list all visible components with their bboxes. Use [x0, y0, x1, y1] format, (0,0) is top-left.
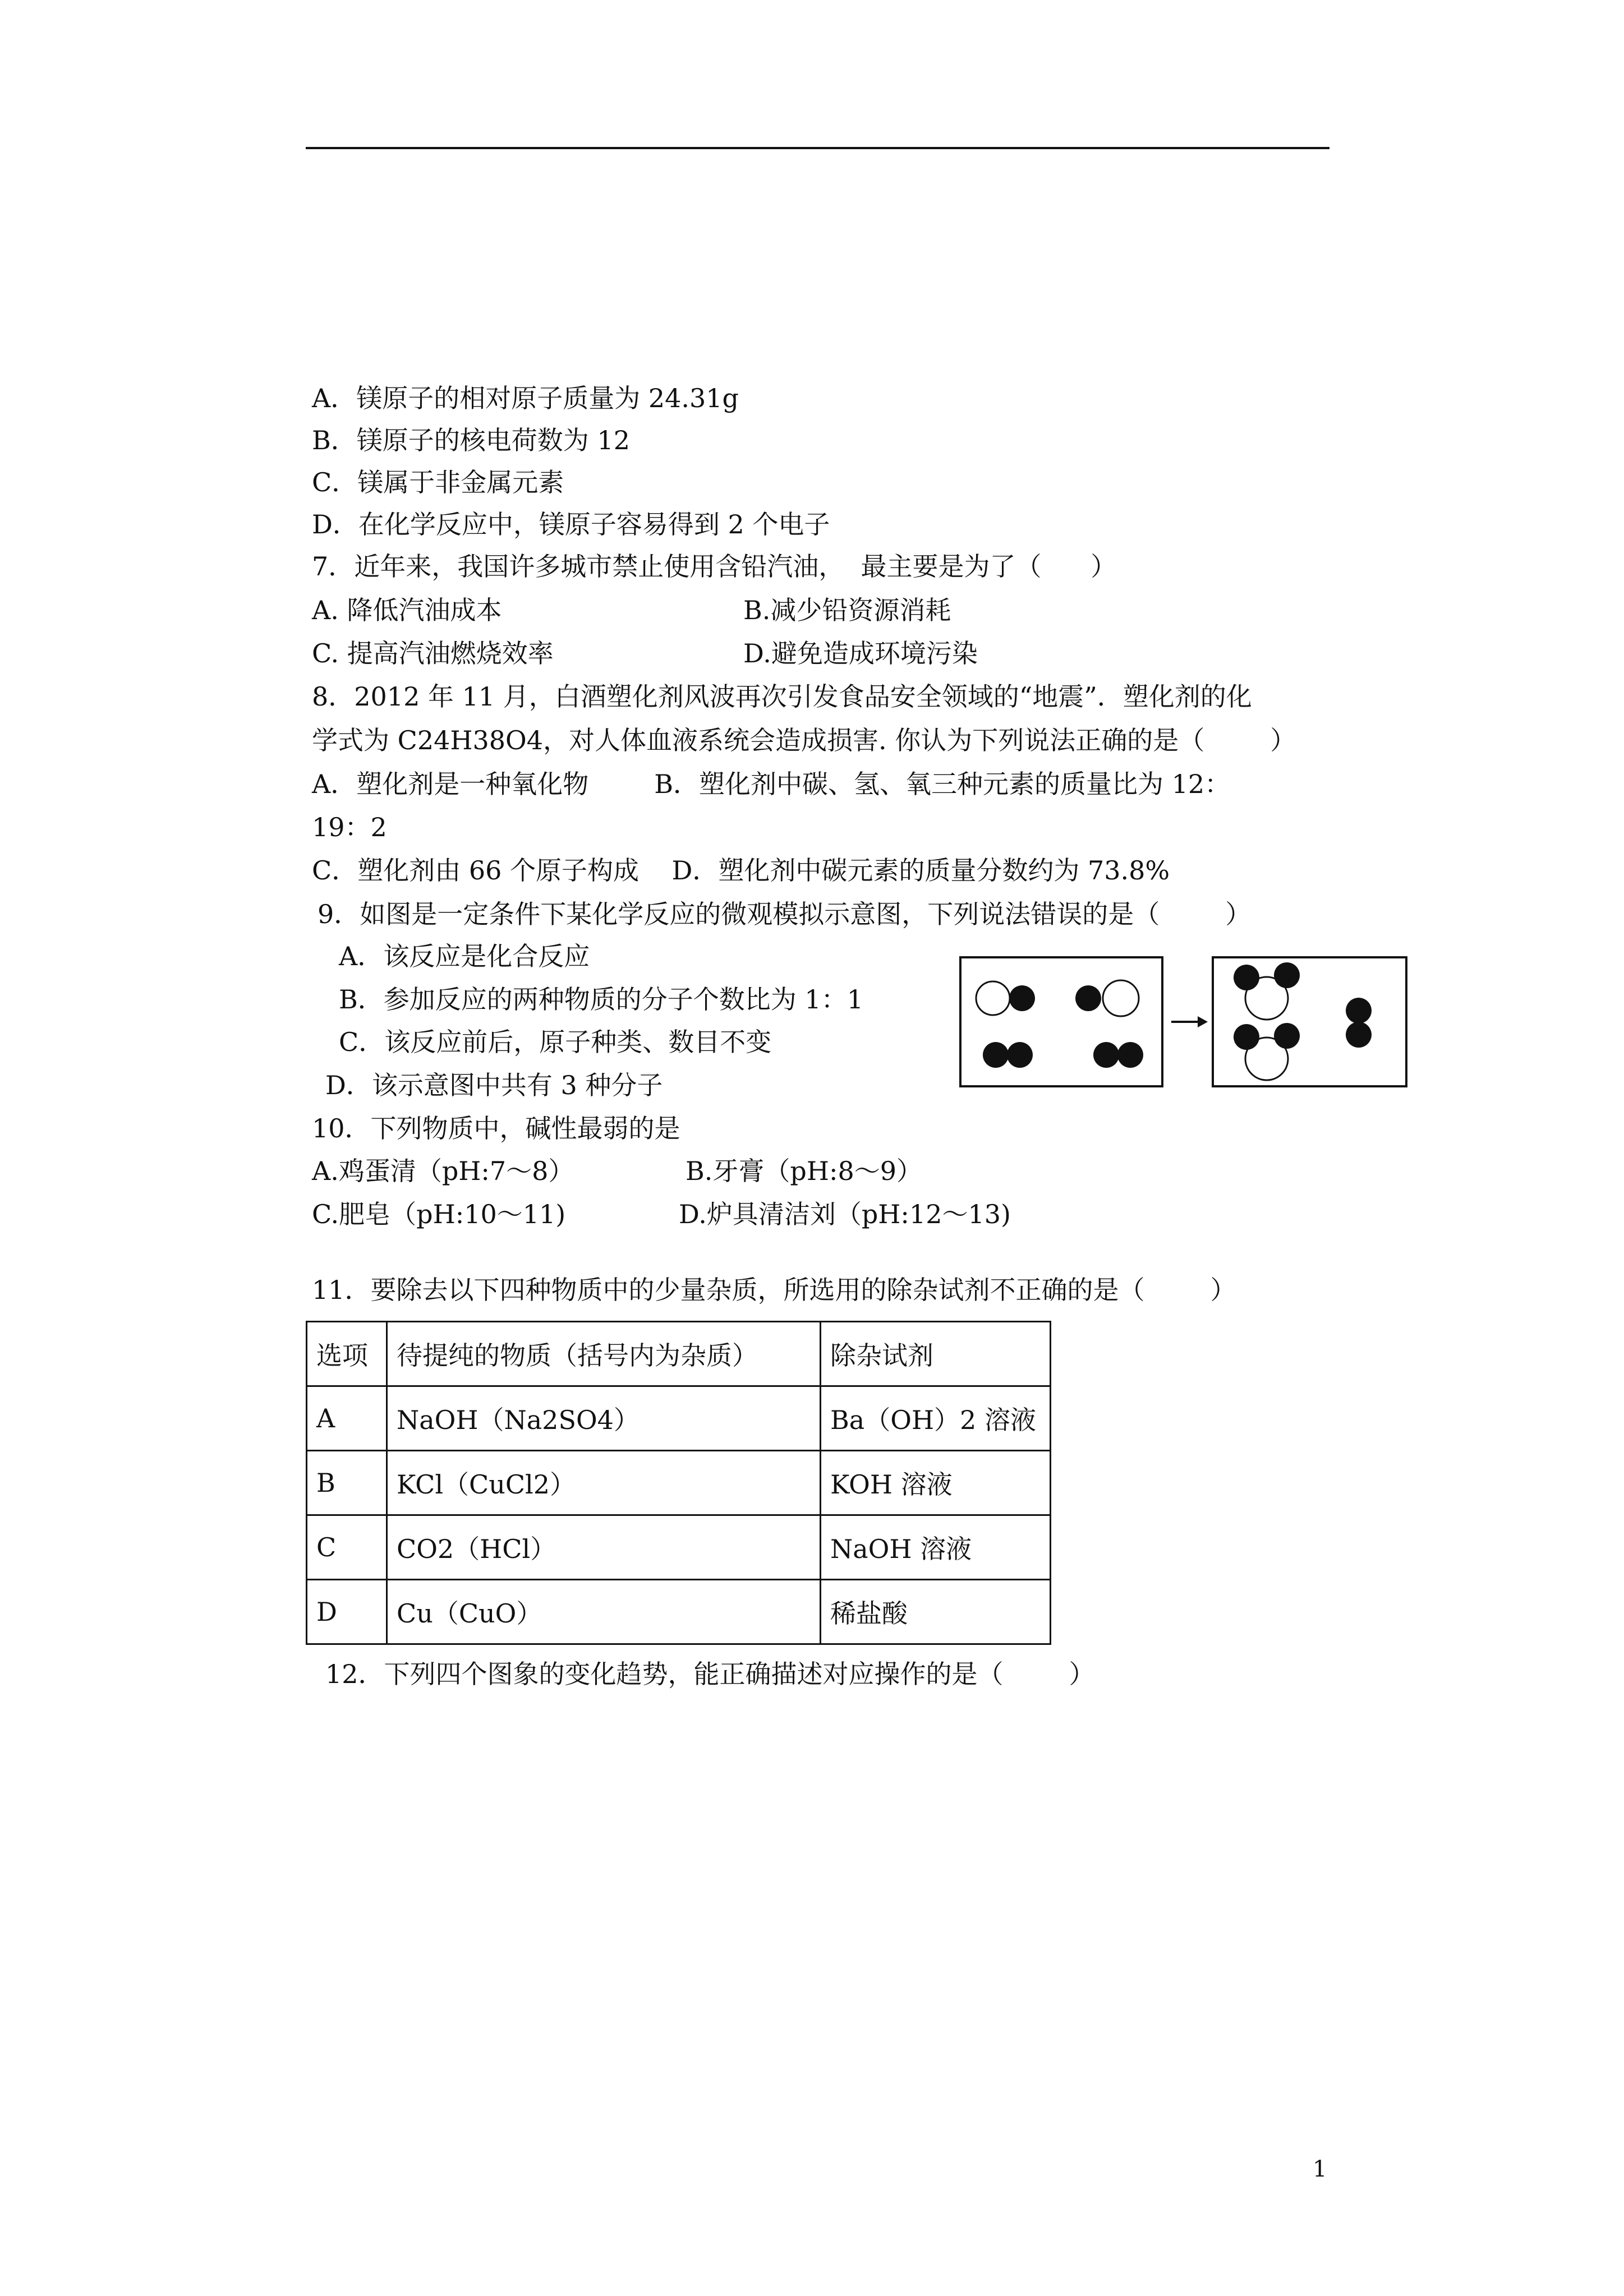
q10-option-c: C.肥皂（pH:10～11) [312, 1199, 566, 1229]
q7-option-d: D.避免造成环境污染 [743, 638, 978, 668]
table-cell: CO2（HCl） [387, 1515, 821, 1580]
table-cell: KOH 溶液 [821, 1451, 1051, 1515]
q9-option-b: B．参加反应的两种物质的分子个数比为 1：1 [339, 984, 863, 1015]
q8-options-ab: A．塑化剂是一种氧化物 B．塑化剂中碳、氢、氧三种元素的质量比为 12： [312, 769, 1231, 799]
q10-option-d: D.炉具清洁刘（pH:12～13) [679, 1199, 1011, 1229]
table-cell: D [307, 1580, 387, 1644]
table-cell: C [307, 1515, 387, 1580]
q10-option-b: B.牙膏（pH:8～9） [686, 1156, 923, 1186]
q7-option-a: A. 降低汽油成本 [312, 595, 502, 625]
page-number: 1 [1313, 2156, 1327, 2182]
q11-stem: 11．要除去以下四种物质中的少量杂质，所选用的除杂试剂不正确的是（ ） [312, 1275, 1236, 1305]
q8-options-cd: C．塑化剂由 66 个原子构成 D．塑化剂中碳元素的质量分数约为 73.8% [312, 855, 1170, 886]
table-row [307, 1451, 1051, 1515]
table-header-cell: 选项 [307, 1322, 387, 1386]
table-cell: Cu（CuO） [387, 1580, 821, 1644]
q8-stem-line2: 学式为 C24H38O4，对人体血液系统会造成损害. 你认为下列说法正确的是（ ） [312, 725, 1296, 755]
table-cell: A [307, 1386, 387, 1451]
table-header-cell: 待提纯的物质（括号内为杂质） [387, 1322, 821, 1386]
table-header-row [307, 1322, 1051, 1386]
table-row [307, 1580, 1051, 1644]
q6-option-b: B．镁原子的核电荷数为 12 [312, 425, 630, 455]
header-rule [306, 147, 1329, 149]
q12-stem: 12．下列四个图象的变化趋势，能正确描述对应操作的是（ ） [325, 1659, 1095, 1689]
table-header-cell: 除杂试剂 [821, 1322, 1051, 1386]
q9-option-d: D．该示意图中共有 3 种分子 [325, 1070, 663, 1100]
table-cell: NaOH 溶液 [821, 1515, 1051, 1580]
q7-option-b: B.减少铅资源消耗 [743, 595, 951, 625]
q6-option-d: D．在化学反应中，镁原子容易得到 2 个电子 [312, 509, 830, 540]
q8-options-ab-continued: 19：2 [312, 812, 387, 842]
q9-stem: 9．如图是一定条件下某化学反应的微观模拟示意图，下列说法错误的是（ ） [318, 899, 1252, 929]
q9-option-c: C．该反应前后，原子种类、数目不变 [339, 1027, 772, 1057]
table-cell: 稀盐酸 [821, 1580, 1051, 1644]
table-row [307, 1386, 1051, 1451]
q9-option-a: A．该反应是化合反应 [339, 941, 590, 971]
table-cell: Ba（OH）2 溶液 [821, 1386, 1051, 1451]
q7-option-c: C. 提高汽油燃烧效率 [312, 638, 554, 668]
table-row [307, 1515, 1051, 1580]
q7-stem: 7．近年来，我国许多城市禁止使用含铅汽油， 最主要是为了（ ） [312, 551, 1117, 582]
q8-stem-line1: 8．2012 年 11 月，白酒塑化剂风波再次引发食品安全领域的“地震”．塑化剂的化 [312, 681, 1252, 712]
table-cell: B [307, 1451, 387, 1515]
q6-option-c: C．镁属于非金属元素 [312, 467, 564, 497]
table-cell: NaOH（Na2SO4） [387, 1386, 821, 1451]
q10-stem: 10．下列物质中，碱性最弱的是 [312, 1113, 680, 1144]
q10-option-a: A.鸡蛋清（pH:7～8） [312, 1156, 574, 1186]
q6-option-a: A．镁原子的相对原子质量为 24.31g [312, 383, 739, 413]
reaction-diagram [959, 956, 1408, 1091]
purification-table [306, 1321, 1051, 1645]
table-cell: KCl（CuCl2） [387, 1451, 821, 1515]
